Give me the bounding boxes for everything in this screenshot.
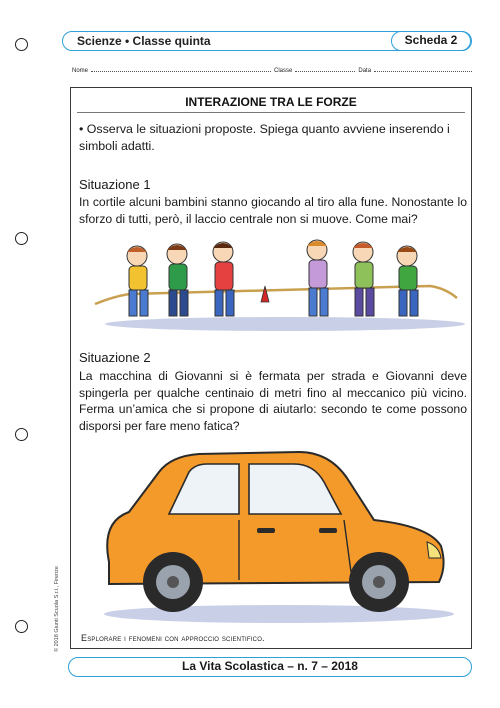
name-label: Nome [72, 68, 89, 74]
date-label: Data [358, 68, 372, 74]
name-field[interactable] [91, 68, 271, 72]
tug-of-war-illustration [85, 236, 465, 332]
date-field[interactable] [374, 68, 472, 72]
header-bar [62, 31, 472, 51]
worksheet-title: INTERAZIONE TRA LE FORZE [185, 95, 357, 109]
student-fields [72, 68, 472, 74]
worksheet-box [70, 87, 472, 649]
situation1-heading: Situazione 1 [79, 177, 151, 192]
caption: Esplorare i fenomeni con approccio scientifico. [81, 633, 265, 643]
class-label: Classe [274, 68, 293, 74]
subject-label: Scienze • Classe quinta [77, 34, 211, 48]
situation1-text: In cortile alcuni bambini stanno giocando al tiro alla fune. Nonostante lo sforzo di tutti, però, il laccio centrale non si muove. Come mai? [79, 195, 467, 226]
binder-hole-icon [15, 232, 28, 245]
car-illustration [89, 442, 459, 627]
class-field[interactable] [295, 68, 355, 72]
sheet-label: Scheda 2 [391, 31, 471, 51]
situation2-heading: Situazione 2 [79, 350, 151, 365]
footer-bar: La Vita Scolastica – n. 7 – 2018 [68, 657, 472, 677]
binder-hole-icon [15, 428, 28, 441]
binder-hole-icon [15, 38, 28, 51]
instruction-text: • Osserva le situazioni proposte. Spiega quanto avviene inserendo i simboli adatti. [79, 122, 450, 153]
title-divider [77, 112, 465, 113]
binder-hole-icon [15, 620, 28, 633]
copyright: © 2018 Giunti Scuola S.r.l., Firenze [54, 566, 60, 652]
situation2-text: La macchina di Giovanni si è fermata per strada e Giovanni deve spingerla per qualche centinaio di metri fino al meccanico più vicino. Ferma un’amica che si propone di aiutarlo: secondo te come possono disporsi per fare meno fatica? [79, 369, 467, 433]
